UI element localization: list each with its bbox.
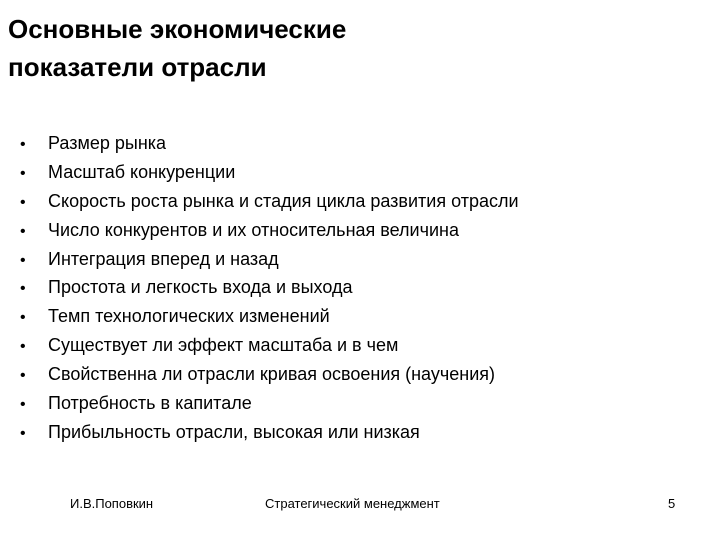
bullet-icon: • xyxy=(20,280,26,298)
list-item xyxy=(20,187,700,216)
list-item-text: Свойственна ли отрасли кривая освоения (научения) xyxy=(48,364,495,385)
bullet-icon: • xyxy=(20,367,26,385)
bullet-icon: • xyxy=(20,136,26,153)
list-item-text: Интеграция вперед и назад xyxy=(48,248,279,269)
list-item-text: Масштаб конкуренции xyxy=(48,161,236,182)
list-item-text: Число конкурентов и их относительная величина xyxy=(48,219,459,240)
list-item xyxy=(20,245,700,274)
bullet-icon: • xyxy=(20,424,26,442)
footer-course-title: Стратегический менеджмент xyxy=(265,496,440,511)
bullet-icon: • xyxy=(20,338,26,356)
bullet-icon: • xyxy=(20,193,26,211)
list-item xyxy=(20,360,700,389)
list-item xyxy=(20,216,700,245)
list-item xyxy=(20,389,700,418)
list-item xyxy=(20,158,700,187)
list-item-text: Размер рынка xyxy=(48,133,167,153)
bullet-icon: • xyxy=(20,251,26,269)
list-item-text: Существует ли эффект масштаба и в чем xyxy=(48,335,399,356)
slide-title-line-1: Основные экономические xyxy=(8,14,347,44)
list-item xyxy=(20,418,700,447)
bullet-icon: • xyxy=(20,309,26,327)
list-item xyxy=(20,273,700,302)
page-number: 5 xyxy=(668,496,676,511)
bullet-icon: • xyxy=(20,164,26,182)
list-item-text: Скорость роста рынка и стадия цикла развития отрасли xyxy=(48,190,519,211)
list-item xyxy=(20,302,700,331)
list-item-text: Простота и легкость входа и выхода xyxy=(48,277,353,298)
slide-title-line-2: показатели отрасли xyxy=(8,52,267,82)
bullet-list xyxy=(20,129,700,447)
slide-title xyxy=(8,10,708,86)
footer-author: И.В.Поповкин xyxy=(70,496,154,511)
list-item-text: Темп технологических изменений xyxy=(48,306,330,327)
bullet-icon: • xyxy=(20,222,26,240)
list-item-text: Прибыльность отрасли, высокая или низкая xyxy=(48,421,420,442)
list-item xyxy=(20,331,700,360)
bullet-icon: • xyxy=(20,396,26,414)
list-item xyxy=(20,129,700,158)
list-item-text: Потребность в капитале xyxy=(48,393,252,414)
